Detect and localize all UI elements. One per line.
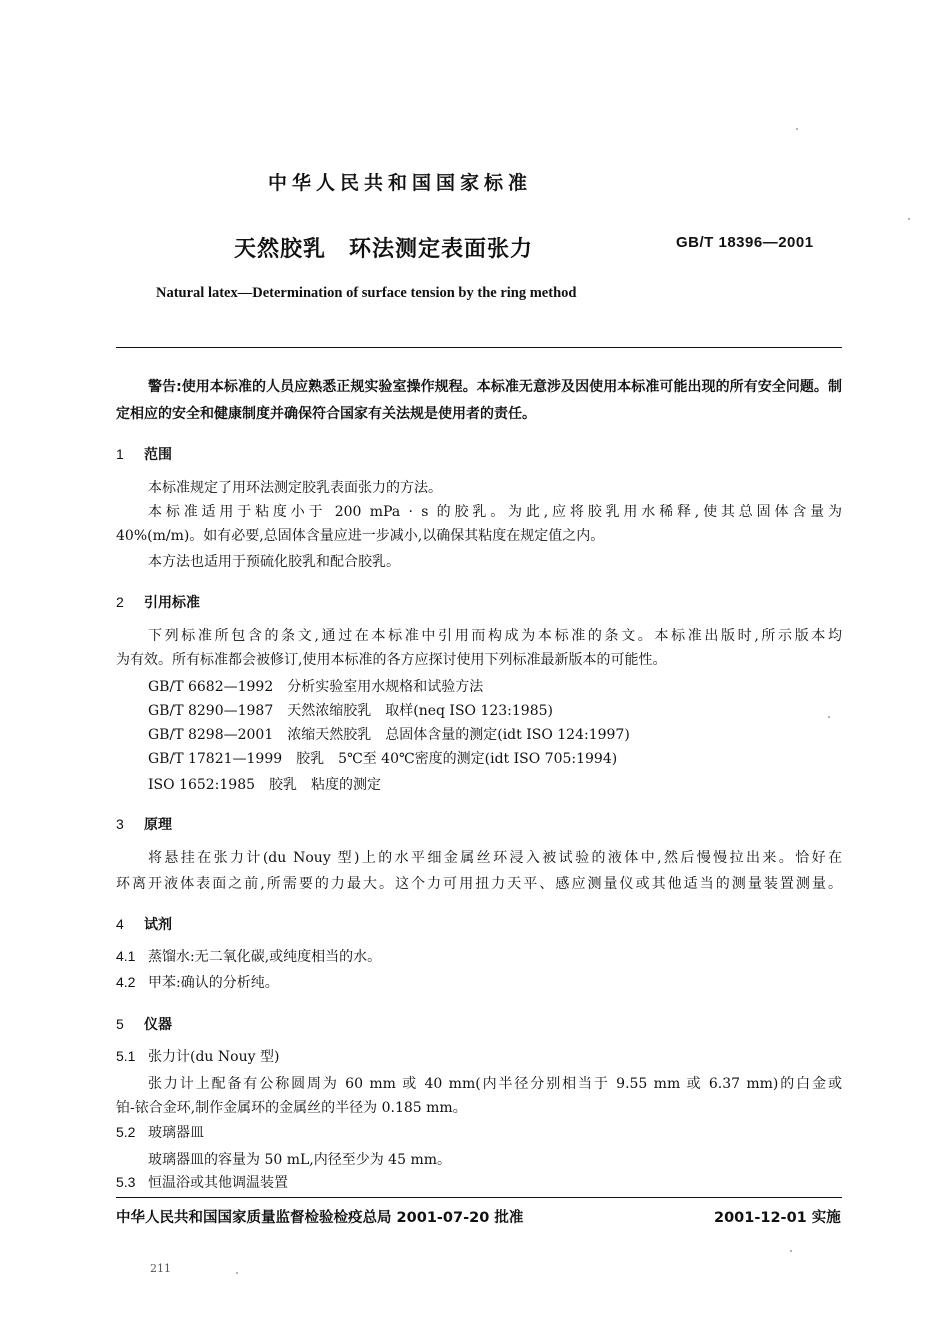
effective-date: 2001-12-01 实施 [714,1210,841,1226]
item-title: 恒温浴或其他调温装置 [148,1175,288,1191]
scan-speck [908,218,910,220]
top-divider [116,347,842,348]
reagent-item [116,946,381,966]
document-title: 天然胶乳 环法测定表面张力 [234,237,534,262]
page-number: 211 [150,1262,171,1275]
national-standard-heading: 中华人民共和国国家标准 [267,172,532,194]
section-3-paragraph-line-1: 将悬挂在张力计(du Nouy 型)上的水平细金属丝环浸入被试验的液体中,然后慢慢拉出来。恰好在 [148,850,842,866]
item-title: 玻璃器皿 [148,1125,204,1141]
section-1-heading [116,444,172,464]
scan-speck [796,128,798,130]
approval-line: 中华人民共和国国家质量监督检验检疫总局 2001-07-20 批准 [116,1210,524,1226]
reference-code: GB/T 8290—1987 [148,703,274,719]
scan-speck [236,1272,238,1274]
section-3-paragraph-line-2: 环离开液体表面之前,所需要的力最大。这个力可用扭力天平、感应测量仪或其他适当的测量装置测量。 [116,876,842,892]
item-text: 甲苯:确认的分析纯。 [148,975,279,991]
section-2-paragraph-line-2: 为有效。所有标准都会被修订,使用本标准的各方应探讨使用下列标准最新版本的可能性。 [116,652,667,668]
item-number: 4.1 [116,948,136,964]
section-number: 5 [116,1016,124,1032]
reference-code: GB/T 6682—1992 [148,679,274,695]
reference-title: 胶乳 5℃至 40℃密度的测定(idt ISO 705:1994) [296,751,618,767]
item-text: 蒸馏水:无二氧化碳,或纯度相当的水。 [148,949,382,965]
section-title: 仪器 [144,1017,172,1033]
section-number: 1 [116,446,124,462]
section-1-paragraph-2-line-1: 本标准适用于粘度小于 200 mPa · s 的胶乳。为此,应将胶乳用水稀释,使其总固体含量为 [148,504,842,520]
reference-code: GB/T 17821—1999 [148,751,283,767]
section-3-heading [116,814,172,834]
reference-item [148,724,630,744]
section-2-paragraph-line-1: 下列标准所包含的条文,通过在本标准中引用而构成为本标准的条文。本标准出版时,所示版本均 [148,628,842,644]
reference-code: GB/T 8298—2001 [148,727,274,743]
standard-code: GB/T 18396—2001 [676,234,814,251]
reference-item [148,774,381,794]
item-title: 张力计(du Nouy 型) [148,1049,280,1065]
section-title: 试剂 [144,917,172,933]
section-title: 原理 [144,817,172,833]
section-1-paragraph-1: 本标准规定了用环法测定胶乳表面张力的方法。 [148,480,442,496]
reference-item [148,700,553,720]
item-number: 5.3 [116,1174,136,1190]
item-number: 5.1 [116,1048,136,1064]
scan-speck [790,1250,792,1252]
section-5-heading [116,1014,172,1034]
section-number: 3 [116,816,124,832]
apparatus-item-5-2 [116,1122,204,1142]
apparatus-item-5-1 [116,1046,279,1066]
item-number: 4.2 [116,974,136,990]
section-title: 范围 [144,447,172,463]
section-4-heading [116,914,172,934]
section-title: 引用标准 [144,595,200,611]
scan-speck [828,716,830,718]
item-number: 5.2 [116,1124,136,1140]
section-2-heading [116,592,200,612]
reagent-item [116,972,279,992]
apparatus-5-2-text: 玻璃器皿的容量为 50 mL,内径至少为 45 mm。 [148,1152,452,1168]
reference-title: 分析实验室用水规格和试验方法 [287,679,484,695]
english-title: Natural latex—Determination of surface tension by the ring method [156,285,577,301]
reference-title: 胶乳 粘度的测定 [269,777,382,793]
section-number: 2 [116,594,124,610]
reference-title: 浓缩天然胶乳 总固体含量的测定(idt ISO 124:1997) [287,727,630,743]
reference-item [148,748,617,768]
apparatus-5-1-text-line-2: 铂-铱合金环,制作金属环的金属丝的半径为 0.185 mm。 [116,1100,467,1116]
reference-item [148,676,483,696]
section-1-paragraph-3: 本方法也适用于预硫化胶乳和配合胶乳。 [148,554,400,570]
apparatus-item-5-3 [116,1172,288,1192]
bottom-divider [116,1197,842,1198]
section-number: 4 [116,916,124,932]
reference-title: 天然浓缩胶乳 取样(neq ISO 123:1985) [287,703,553,719]
apparatus-5-1-text-line-1: 张力计上配备有公称圆周为 60 mm 或 40 mm(内半径分别相当于 9.55 mm 或 6.37 mm)的白金或 [148,1076,842,1092]
reference-code: ISO 1652:1985 [148,777,256,793]
safety-warning: 警告:使用本标准的人员应熟悉正规实验室操作规程。本标准无意涉及因使用本标准可能出现的所有安全问题。制定相应的安全和健康制度并确保符合国家有关法规是使用者的责任。 [116,379,842,422]
section-1-paragraph-2-line-2: 40%(m/m)。如有必要,总固体含量应进一步减小,以确保其粘度在规定值之内。 [116,528,605,544]
